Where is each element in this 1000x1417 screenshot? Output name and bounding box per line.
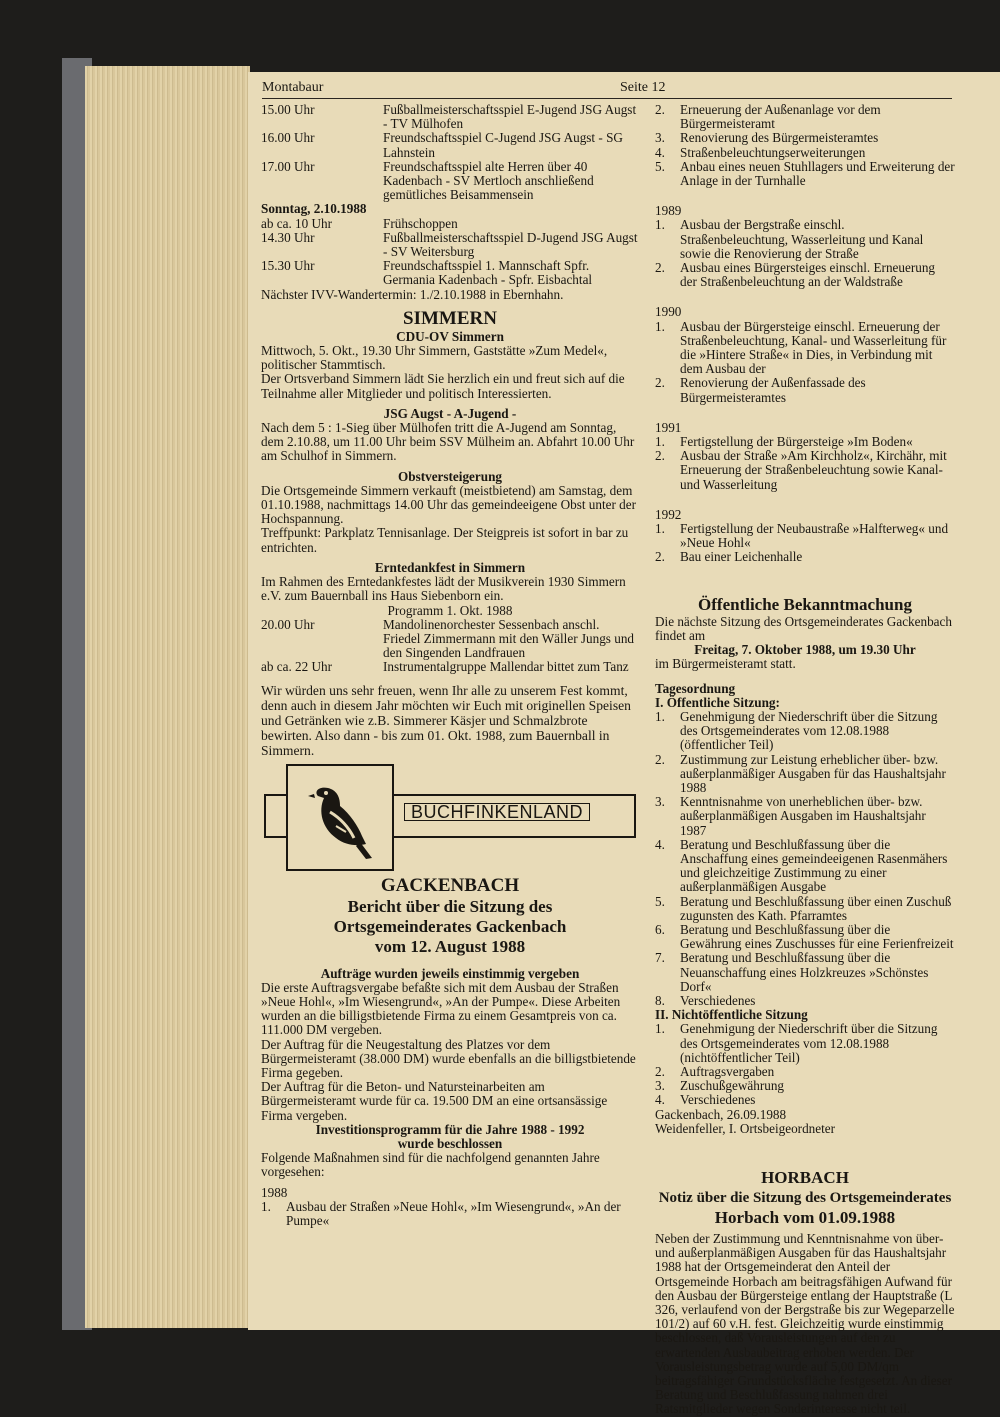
item-text: Verschiedenes	[680, 992, 756, 1008]
year-1992: 1992	[655, 506, 682, 522]
ivv-note: Nächster IVV-Wandertermin: 1./2.10.1988 in Ebernhahn.	[261, 286, 564, 302]
item-number: 4.	[655, 836, 665, 852]
sunday-schedule	[261, 217, 639, 288]
obst-text-2: Treffpunkt: Parkplatz Tennisanlage. Der Steigpreis ist sofort in bar zu entrichten.	[261, 525, 629, 555]
gackenbach-para-2: Der Auftrag für die Neugestaltung des Platzes vor dem Bürgermeisteramt (38.000 DM) wurde ebenfalls an die billigstbietende Firma gegeben.	[261, 1036, 636, 1080]
list-item	[655, 994, 955, 1008]
list-1988-right	[655, 103, 955, 188]
list-item	[655, 261, 955, 289]
item-text: Genehmigung der Niederschrift über die Sitzung des Ortsgemeinderates vom 12.08.1988 (nichtöffentlicher Teil)	[680, 1021, 938, 1065]
year-1988: 1988	[261, 1184, 288, 1200]
invest-heading-1: Investitionsprogramm für die Jahre 1988 - 1992	[315, 1121, 585, 1137]
item-text: Ausbau eines Bürgersteiges einschl. Erneuerung der Straßenbeleuchtung an der Waldstraße	[680, 260, 936, 290]
schedule-row	[261, 618, 639, 661]
public-session-heading: I. Öffentliche Sitzung:	[655, 694, 780, 710]
item-number: 1.	[655, 217, 665, 233]
gackenbach-para-1: Die erste Auftragsvergabe befaßte sich mit dem Ausbau der Straßen »Neue Hohl«, »Im Wiesengrund«, »An der Pumpe«. Diese Arbeiten wurden an die billigstbietende Firma zu einem Gesamtpreis von ca. 111.000 DM vergeben.	[261, 979, 621, 1038]
year-1991: 1991	[655, 419, 682, 435]
programm-heading: Programm 1. Okt. 1988	[387, 602, 513, 618]
item-number: 3.	[655, 130, 665, 146]
item-text: Ausbau der Straßen »Neue Hohl«, »Im Wiesengrund«, »An der Pumpe«	[286, 1198, 621, 1228]
list-item	[655, 923, 955, 951]
page-edges	[85, 66, 250, 1328]
gackenbach-para-3: Der Auftrag für die Beton- und Natursteinarbeiten am Bürgermeisteramt wurde für ca. 19.500 DM an eine ortsansässige Firma vergeben.	[261, 1079, 608, 1123]
cdu-heading: CDU-OV Simmern	[396, 328, 504, 344]
horbach-title: HORBACH	[761, 1168, 849, 1187]
list-1988-left	[261, 1200, 639, 1228]
list-item	[655, 160, 955, 188]
sunday-heading: Sonntag, 2.10.1988	[261, 201, 367, 217]
item-number: 3.	[655, 794, 665, 810]
gackenbach-subtitle-3: vom 12. August 1988	[374, 936, 526, 956]
closing-text: Wir würden uns sehr freuen, wenn Ihr alle zu unserem Fest kommt, denn auch in diesem Jahr möchten wir Euch mit originellen Speisen und Getränken wie z.B. Simmerer Käsjer und Schmalzbrote bewirten. Also dann - bis zum 01. Okt. 1988, zum Bauernball in Simmern.	[261, 682, 631, 758]
ernte-text: Im Rahmen des Erntedankfestes lädt der Musikverein 1930 Simmern e.V. zum Bauernball ins Haus Siebenborn ein.	[261, 574, 626, 604]
item-number: 1.	[655, 521, 665, 537]
item-number: 5.	[655, 893, 665, 909]
bekanntmachung-text-1: Die nächste Sitzung des Ortsgemeinderates Gackenbach findet am	[655, 613, 952, 643]
item-number: 6.	[655, 921, 665, 937]
item-number: 8.	[655, 992, 665, 1008]
item-number: 4.	[655, 144, 665, 160]
list-1992	[655, 522, 955, 565]
finch-bird-icon	[286, 764, 394, 871]
list-item	[655, 1022, 955, 1065]
list-item	[655, 103, 955, 131]
gackenbach-subtitle-1: Bericht über die Sitzung des	[347, 896, 553, 916]
list-item	[655, 550, 955, 564]
item-text: Auftragsvergaben	[680, 1063, 775, 1079]
schedule-text: Fußballmeisterschaftsspiel D-Jugend JSG Augst - SV Weitersburg	[383, 229, 638, 260]
item-number: 2.	[655, 751, 665, 767]
schedule-text: Mandolinenorchester Sessenbach anschl. Friedel Zimmermann mit den Wäller Jungs und den Singenden Landfrauen	[383, 616, 635, 661]
item-number: 2.	[655, 260, 665, 276]
item-text: Ausbau der Bergstraße einschl. Straßenbeleuchtung, Wasserleitung und Kanal sowie die Renovierung der Straße	[680, 217, 924, 261]
obst-heading: Obstversteigerung	[397, 468, 503, 484]
item-number: 1.	[655, 1021, 665, 1037]
item-text: Anbau eines neuen Stuhllagers und Erweiterung der Anlage in der Turnhalle	[680, 158, 955, 189]
left-column	[261, 103, 639, 1228]
invest-intro: Folgende Maßnahmen sind für die nachfolgend genannten Jahre vorgesehen:	[261, 1150, 600, 1180]
list-item	[655, 1079, 955, 1093]
item-text: Beratung und Beschlußfassung über die Gewährung eines Zuschusses für eine Ferienfreizeit	[680, 921, 954, 952]
item-number: 2.	[655, 1063, 665, 1079]
schedule-time: 14.30 Uhr	[261, 229, 315, 245]
item-number: 1.	[655, 434, 665, 450]
bekanntmachung-title: Öffentliche Bekanntmachung	[698, 594, 912, 614]
item-number: 1.	[655, 318, 665, 334]
item-number: 2.	[655, 375, 665, 391]
schedule-text: Frühschoppen	[383, 215, 458, 231]
schedule-text: Fußballmeisterschaftsspiel E-Jugend JSG Augst - TV Mülhofen	[383, 102, 637, 132]
list-item	[261, 1200, 639, 1228]
simmern-title: SIMMERN	[403, 307, 497, 329]
item-text: Verschiedenes	[680, 1092, 756, 1108]
list-item	[655, 320, 955, 377]
item-number: 1.	[261, 1198, 271, 1214]
schedule-text: Freundschaftsspiel alte Herren über 40 Kadenbach - SV Mertloch anschließend gemütliches Beisammensein	[383, 158, 594, 203]
list-1990	[655, 320, 955, 405]
item-number: 1.	[655, 708, 665, 724]
logo-text: BUCHFINKENLAND	[404, 803, 590, 821]
item-text: Beratung und Beschlußfassung über die Neuanschaffung eines Holzkreuzes »Schönstes Dorf«	[680, 950, 929, 994]
signoff-name: Weidenfeller, I. Ortsbeigeordneter	[655, 1120, 836, 1136]
schedule-row	[261, 259, 639, 287]
auftraege-heading: Aufträge wurden jeweils einstimmig vergeben	[320, 965, 580, 981]
year-1989: 1989	[655, 203, 682, 219]
list-item	[655, 376, 955, 404]
schedule-row	[261, 103, 639, 131]
item-text: Zustimmung zur Leistung erheblicher über- bzw. außerplanmäßiger Ausgaben für das Haushaltsjahr 1988	[680, 751, 946, 795]
item-number: 2.	[655, 102, 665, 117]
event-schedule	[261, 103, 639, 202]
list-item	[655, 710, 955, 753]
buchfinkenland-logo	[264, 764, 636, 869]
schedule-time: 16.00 Uhr	[261, 130, 315, 146]
schedule-row	[261, 231, 639, 259]
list-item	[655, 753, 955, 796]
item-number: 2.	[655, 448, 665, 464]
header-place: Montabaur	[262, 80, 324, 95]
header-page-number: Seite 12	[620, 80, 666, 95]
item-text: Fertigstellung der Neubaustraße »Halfterweg« und »Neue Hohl«	[680, 521, 949, 551]
item-text: Straßenbeleuchtungserweiterungen	[680, 144, 866, 160]
signoff-place-date: Gackenbach, 26.09.1988	[655, 1106, 787, 1122]
list-item	[655, 435, 955, 449]
item-text: Kenntnisnahme von unerheblichen über- bzw. außerplanmäßigen Ausgaben im Haushaltsjahr 1987	[680, 794, 926, 838]
right-column	[655, 103, 955, 1417]
schedule-time: 17.00 Uhr	[261, 158, 315, 174]
item-text: Ausbau der Bürgersteige einschl. Erneuerung der Straßenbeleuchtung, Kanal- und Wasserleitung für die »Hintere Straße« in Dies, in Verbindung mit dem Ausbau der	[680, 318, 947, 377]
list-1991	[655, 435, 955, 492]
horbach-text: Neben der Zustimmung und Kenntnisnahme von über- und außerplanmäßigen Ausgaben für das Haushaltsjahr 1988 hat der Ortsgemeinderat den Anteil der Ortsgemeinde Horbach am beitragsfähigen Aufwand für den Ausbau der Bürgersteige entlang der Hauptstraße (L 326, verlaufend von der Bergstraße bis zur Wegeparzelle 101/2) auf 60 v.H. fest. Gleichzeitig wurde einstimmig beschlossen, daß Vorausleistungen auf den zu erwartenden Ausbaubeitrag erhoben werden. Der Vorausleistungsbetrag wurde auf 5,00 DM/qm beitragsfähiger Grundstücksfläche festgesetzt. An dieser Beratung und Beschlußfassung nahmen drei Ratsmitglieder wegen Sonderinteresse nicht teil.	[655, 1231, 955, 1417]
schedule-time: 15.00 Uhr	[261, 102, 315, 117]
item-text: Ausbau der Straße »Am Kirchholz«, Kirchähr, mit Erneuerung der Straßenbeleuchtung sowie Kanal- und Wasserleitung	[680, 448, 947, 492]
list-item	[655, 218, 955, 261]
invest-heading-2: wurde beschlossen	[397, 1135, 503, 1151]
item-text: Zuschußgewährung	[680, 1078, 785, 1094]
year-1990: 1990	[655, 304, 682, 320]
item-text: Fertigstellung der Bürgersteige »Im Boden«	[680, 434, 913, 450]
schedule-row	[261, 160, 639, 203]
item-text: Erneuerung der Außenanlage vor dem Bürgermeisteramt	[680, 102, 881, 132]
list-item	[655, 449, 955, 492]
schedule-text: Instrumentalgruppe Mallendar bittet zum Tanz	[383, 659, 629, 675]
cdu-text-2: Der Ortsverband Simmern lädt Sie herzlich ein und freut sich auf die Teilnahme aller Mitglieder und politisch Interessierten.	[261, 371, 625, 401]
jsg-heading: JSG Augst - A-Jugend -	[383, 405, 517, 421]
obst-text-1: Die Ortsgemeinde Simmern verkauft (meistbietend) am Samstag, dem 01.10.1988, nachmittags 14.00 Uhr das gemeindeeigene Obst unter der Hochspannung.	[261, 482, 637, 527]
list-item	[655, 146, 955, 160]
private-session-heading: II. Nichtöffentliche Sitzung	[655, 1007, 808, 1023]
schedule-time: ab ca. 10 Uhr	[261, 215, 333, 231]
list-item	[655, 1065, 955, 1079]
gackenbach-title: GACKENBACH	[380, 874, 520, 896]
cdu-text-1: Mittwoch, 5. Okt., 19.30 Uhr Simmern, Gaststätte »Zum Medel«, politischer Stammtisch.	[261, 343, 608, 373]
horbach-subtitle-2: Horbach vom 01.09.1988	[714, 1208, 896, 1227]
list-1989	[655, 218, 955, 289]
meeting-date: Freitag, 7. Oktober 1988, um 19.30 Uhr	[694, 642, 916, 658]
list-item	[655, 951, 955, 994]
item-number: 5.	[655, 158, 665, 174]
public-agenda	[655, 710, 955, 1008]
schedule-row	[261, 217, 639, 231]
private-agenda	[655, 1022, 955, 1107]
jsg-text: Nach dem 5 : 1-Sieg über Mülhofen tritt die A-Jugend am Sonntag, dem 2.10.88, um 11.00 Uhr beim SSV Mülheim an. Abfahrt 10.00 Uhr am Schulhof in Simmern.	[261, 420, 635, 464]
gackenbach-subtitle-2: Ortsgemeinderates Gackenbach	[333, 916, 567, 936]
schedule-time: 15.30 Uhr	[261, 258, 315, 274]
item-text: Renovierung der Außenfassade des Bürgermeisteramtes	[680, 375, 866, 405]
tagesordnung-heading: Tagesordnung	[655, 680, 736, 696]
schedule-row	[261, 131, 639, 159]
item-number: 3.	[655, 1078, 665, 1094]
item-text: Beratung und Beschlußfassung über einen Zuschuß zugunsten des Kath. Pfarramtes	[680, 893, 952, 923]
bekanntmachung-text-2: im Bürgermeisteramt statt.	[655, 656, 796, 672]
item-number: 4.	[655, 1092, 665, 1108]
schedule-row	[261, 660, 639, 674]
item-text: Beratung und Beschlußfassung über die Anschaffung eines gemeindeeigenen Rasenmähers und gleichzeitige Zustimmung zu einer außerplanmäßigen Ausgabe	[680, 836, 948, 895]
item-number: 2.	[655, 549, 665, 565]
list-item	[655, 1093, 955, 1107]
list-item	[655, 795, 955, 838]
schedule-text: Freundschaftsspiel 1. Mannschaft Spfr. Germania Kadenbach - Spfr. Eisbachtal	[383, 258, 593, 288]
schedule-time: 20.00 Uhr	[261, 616, 315, 632]
ernte-heading: Erntedankfest in Simmern	[374, 559, 526, 575]
list-item	[655, 895, 955, 923]
schedule-time: ab ca. 22 Uhr	[261, 659, 333, 675]
item-text: Genehmigung der Niederschrift über die Sitzung des Ortsgemeinderates vom 12.08.1988 (öffentlicher Teil)	[680, 708, 938, 753]
programm-schedule	[261, 618, 639, 675]
list-item	[655, 131, 955, 145]
list-item	[655, 838, 955, 895]
page-header	[262, 80, 952, 99]
item-number: 7.	[655, 950, 665, 966]
list-item	[655, 522, 955, 550]
schedule-text: Freundschaftsspiel C-Jugend JSG Augst - SG Lahnstein	[383, 130, 623, 160]
item-text: Bau einer Leichenhalle	[680, 549, 803, 565]
horbach-subtitle-1: Notiz über die Sitzung des Ortsgemeinderates	[658, 1190, 952, 1206]
item-text: Renovierung des Bürgermeisteramtes	[680, 130, 879, 146]
